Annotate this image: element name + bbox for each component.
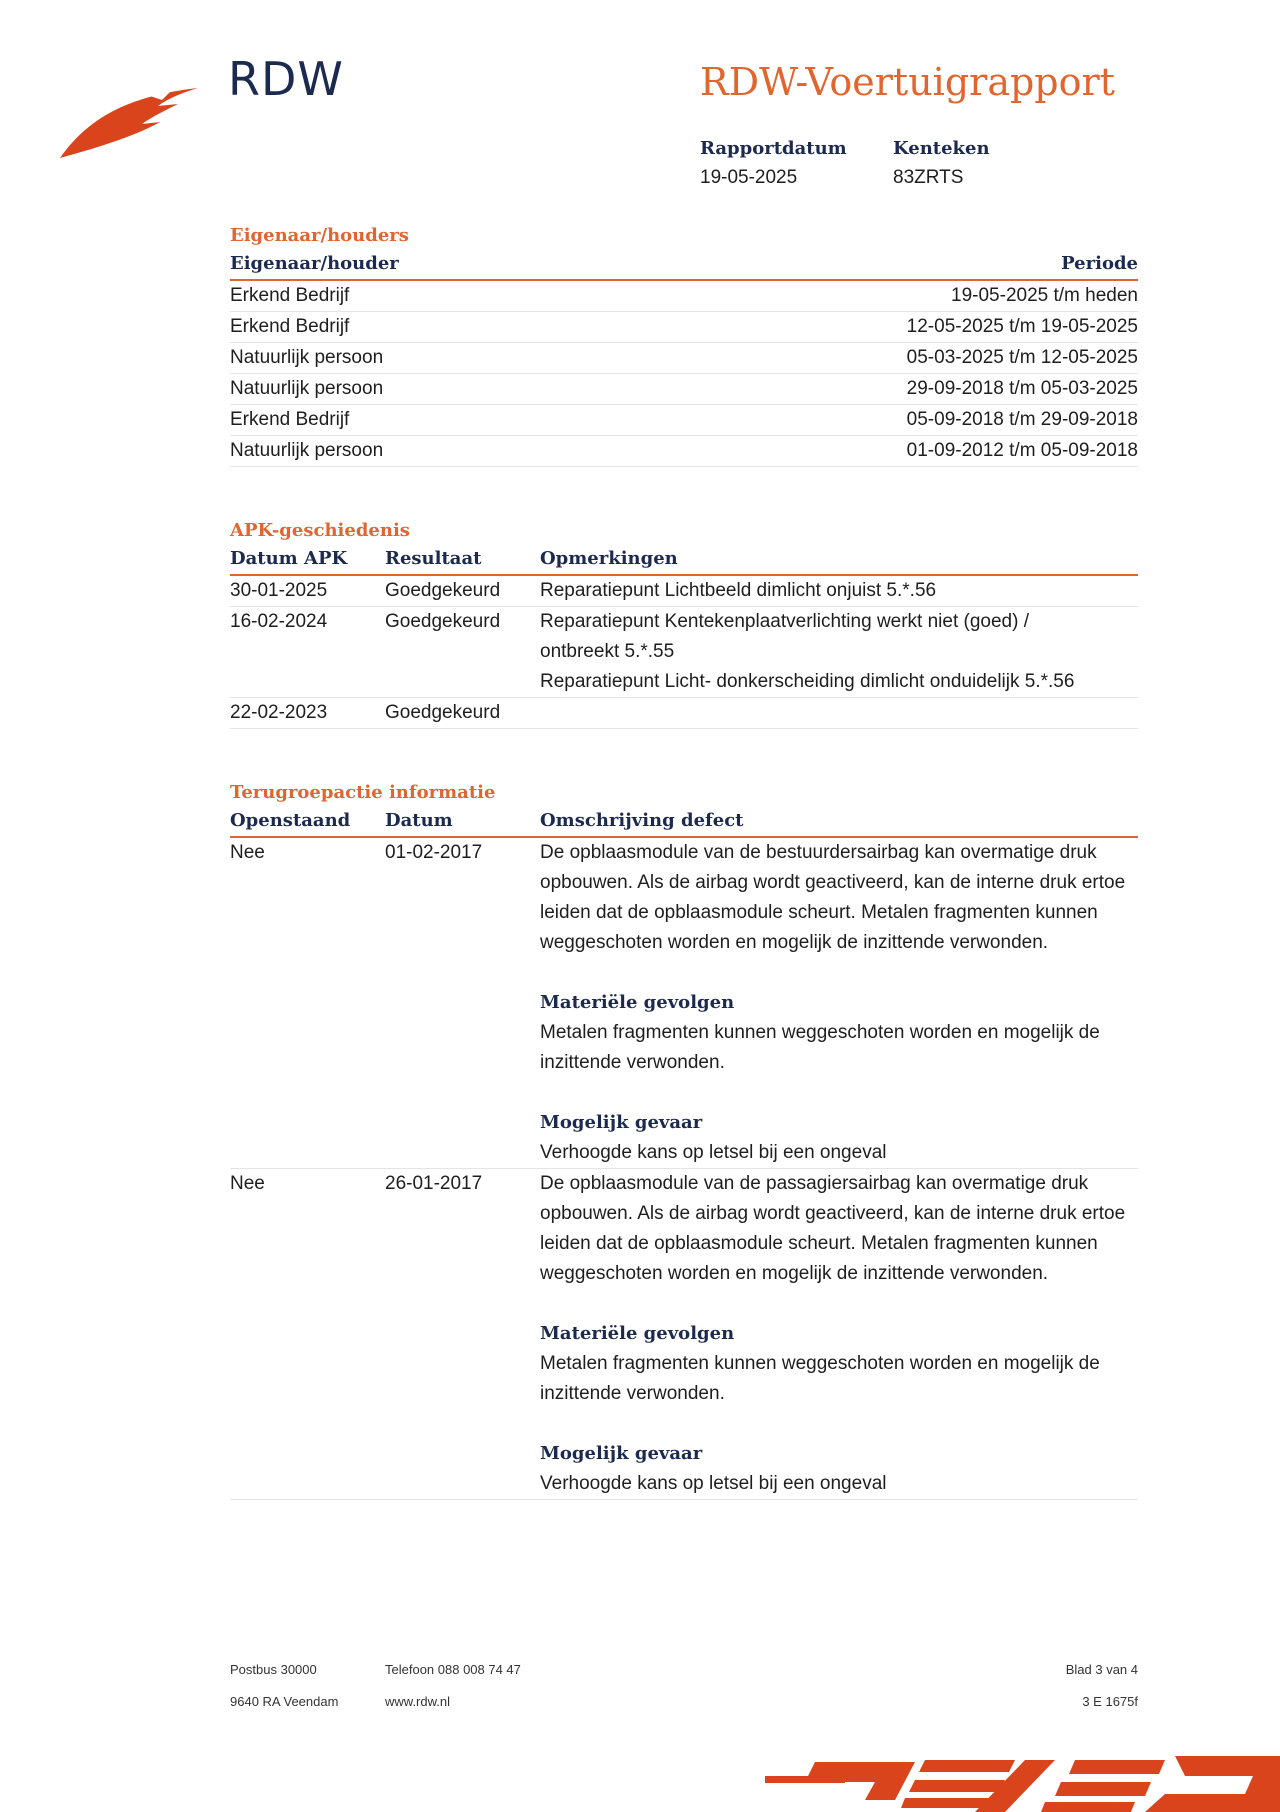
apk-result-cell: Goedgekeurd bbox=[385, 702, 501, 723]
rapportdatum-label: Rapportdatum bbox=[700, 138, 847, 159]
period-cell: 05-03-2025 t/m 12-05-2025 bbox=[906, 347, 1138, 368]
table-row bbox=[230, 436, 1138, 467]
owner-cell: Natuurlijk persoon bbox=[230, 440, 384, 461]
footer-code: 3 E 1675f bbox=[1082, 1694, 1138, 1709]
recall-open-cell: Nee bbox=[230, 842, 265, 863]
col-recall-date: Datum bbox=[385, 810, 453, 831]
table-row bbox=[230, 405, 1138, 436]
apk-title: APK-geschiedenis bbox=[230, 520, 410, 541]
recall-table-header bbox=[230, 806, 1138, 838]
owner-cell: Erkend Bedrijf bbox=[230, 285, 350, 306]
report-title: RDW-Voertuigrapport bbox=[700, 60, 1115, 104]
rdw-logo-icon bbox=[58, 78, 208, 164]
danger-text: Verhoogde kans op letsel bij een ongeval bbox=[540, 1473, 887, 1494]
apk-result-cell: Goedgekeurd bbox=[385, 580, 501, 601]
footer-website[interactable]: www.rdw.nl bbox=[385, 1694, 451, 1709]
col-apk-date: Datum APK bbox=[230, 548, 348, 569]
consequences-heading: Materiële gevolgen bbox=[540, 992, 735, 1013]
period-cell: 05-09-2018 t/m 29-09-2018 bbox=[906, 409, 1138, 430]
table-row bbox=[230, 312, 1138, 343]
recall-title: Terugroepactie informatie bbox=[230, 782, 496, 803]
table-row bbox=[230, 838, 1138, 1169]
table-row bbox=[230, 698, 1138, 729]
recall-open-cell: Nee bbox=[230, 1173, 265, 1194]
apk-note: Reparatiepunt Lichtbeeld dimlicht onjuist 5.*.56 bbox=[540, 580, 937, 601]
owner-cell: Natuurlijk persoon bbox=[230, 378, 384, 399]
apk-date-cell: 16-02-2024 bbox=[230, 611, 328, 632]
footer-address-2: 9640 RA Veendam bbox=[230, 1694, 339, 1709]
kenteken-label: Kenteken bbox=[893, 138, 990, 159]
footer-stripes-graphic bbox=[725, 1742, 1280, 1812]
table-row bbox=[230, 281, 1138, 312]
col-recall-open: Openstaand bbox=[230, 810, 351, 831]
danger-text: Verhoogde kans op letsel bij een ongeval bbox=[540, 1142, 887, 1163]
col-recall-desc: Omschrijving defect bbox=[540, 810, 744, 831]
period-cell: 01-09-2012 t/m 05-09-2018 bbox=[906, 440, 1138, 461]
danger-heading: Mogelijk gevaar bbox=[540, 1443, 703, 1464]
footer-phone: Telefoon 088 008 74 47 bbox=[385, 1662, 521, 1677]
apk-section bbox=[230, 518, 1138, 729]
consequences-heading: Materiële gevolgen bbox=[540, 1323, 735, 1344]
col-owner: Eigenaar/houder bbox=[230, 253, 399, 274]
table-row bbox=[230, 1169, 1138, 1500]
footer-address-1: Postbus 30000 bbox=[230, 1662, 317, 1677]
rapportdatum-value: 19-05-2025 bbox=[700, 167, 798, 188]
table-row bbox=[230, 576, 1138, 607]
recall-description: De opblaasmodule van de passagiersairbag kan overmatige druk opbouwen. Als de airbag wordt geactiveerd, kan de interne druk ertoe leiden dat de opblaasmodule scheurt. Metalen fragmenten kunnen weggeschoten worden en mogelijk de inzittende verwonden. bbox=[540, 1173, 1126, 1284]
table-row bbox=[230, 607, 1138, 698]
owner-cell: Natuurlijk persoon bbox=[230, 347, 384, 368]
apk-date-cell: 30-01-2025 bbox=[230, 580, 328, 601]
period-cell: 19-05-2025 t/m heden bbox=[951, 285, 1138, 306]
recall-desc-cell bbox=[540, 838, 1138, 1168]
owners-section bbox=[230, 223, 1138, 467]
apk-notes-cell bbox=[540, 698, 1138, 728]
apk-note: Reparatiepunt Kentekenplaatverlichting werkt niet (goed) / ontbreekt 5.*.55 bbox=[540, 611, 1030, 662]
recall-section bbox=[230, 780, 1138, 1500]
consequences-text: Metalen fragmenten kunnen weggeschoten worden en mogelijk de inzittende verwonden. bbox=[540, 1353, 1100, 1404]
col-apk-notes: Opmerkingen bbox=[540, 548, 678, 569]
kenteken-value: 83ZRTS bbox=[893, 167, 964, 188]
owners-table-header bbox=[230, 249, 1138, 281]
owner-cell: Erkend Bedrijf bbox=[230, 409, 350, 430]
recall-date-cell: 01-02-2017 bbox=[385, 842, 483, 863]
danger-heading: Mogelijk gevaar bbox=[540, 1112, 703, 1133]
table-row bbox=[230, 374, 1138, 405]
col-period: Periode bbox=[1061, 253, 1138, 274]
footer-page-number: Blad 3 van 4 bbox=[1065, 1662, 1138, 1677]
recall-description: De opblaasmodule van de bestuurdersairbag kan overmatige druk opbouwen. Als de airbag wordt geactiveerd, kan de interne druk ertoe leiden dat de opblaasmodule scheurt. Metalen fragmenten kunnen weggeschoten worden en mogelijk de inzittende verwonden. bbox=[540, 842, 1126, 953]
consequences-text: Metalen fragmenten kunnen weggeschoten worden en mogelijk de inzittende verwonden. bbox=[540, 1022, 1100, 1073]
period-cell: 12-05-2025 t/m 19-05-2025 bbox=[906, 316, 1138, 337]
recall-date-cell: 26-01-2017 bbox=[385, 1173, 483, 1194]
apk-table-header bbox=[230, 544, 1138, 576]
apk-notes-cell bbox=[540, 576, 1138, 606]
apk-note: Reparatiepunt Licht- donkerscheiding dimlicht onduidelijk 5.*.56 bbox=[540, 671, 1075, 692]
owner-cell: Erkend Bedrijf bbox=[230, 316, 350, 337]
period-cell: 29-09-2018 t/m 05-03-2025 bbox=[906, 378, 1138, 399]
table-row bbox=[230, 343, 1138, 374]
apk-notes-cell bbox=[540, 607, 1138, 697]
apk-date-cell: 22-02-2023 bbox=[230, 702, 328, 723]
owners-title: Eigenaar/houders bbox=[230, 225, 409, 246]
apk-result-cell: Goedgekeurd bbox=[385, 611, 501, 632]
recall-desc-cell bbox=[540, 1169, 1138, 1499]
logo-text: RDW bbox=[228, 52, 344, 106]
col-apk-result: Resultaat bbox=[385, 548, 482, 569]
